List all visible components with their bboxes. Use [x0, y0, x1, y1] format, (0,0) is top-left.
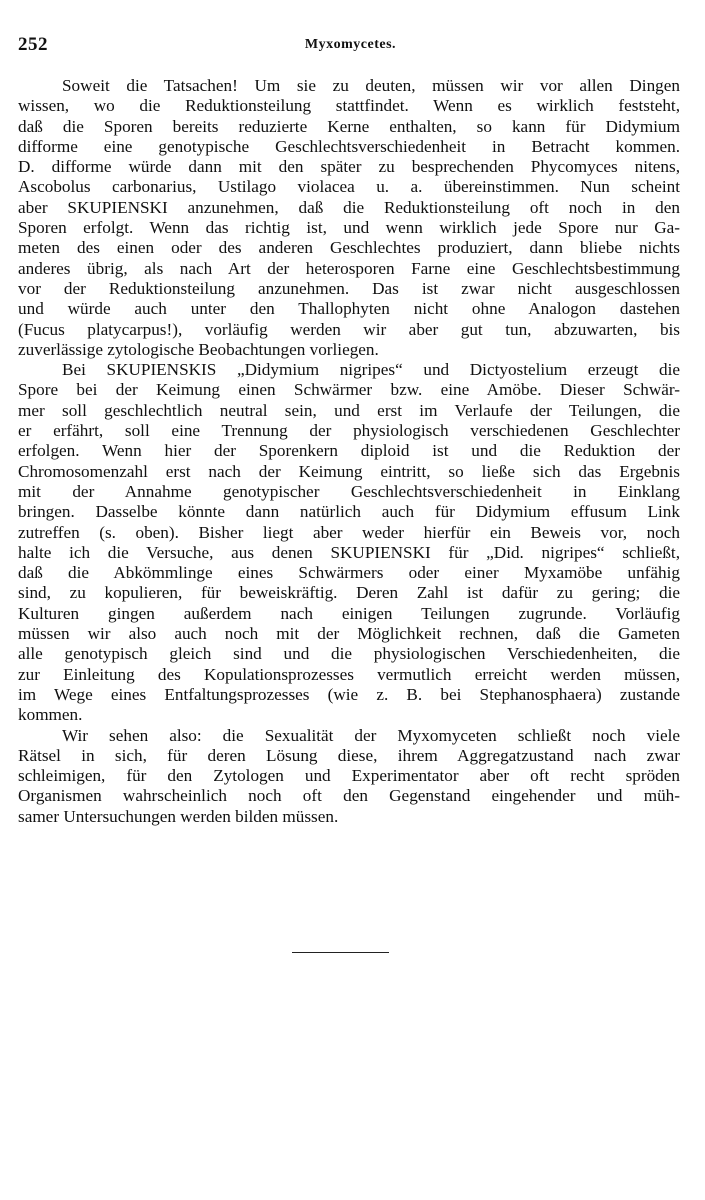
text-line: schleimigen, für den Zytologen und Experimentator aber oft recht spröden — [18, 766, 680, 786]
text-line: müssen wir also auch noch mit der Möglichkeit rechnen, daß die Gameten — [18, 624, 680, 644]
section-end-rule — [292, 952, 389, 953]
text-line: Kulturen gingen außerdem nach einigen Teilungen zugrunde. Vorläufig — [18, 603, 680, 623]
text-line: Rätsel in sich, für deren Lösung diese, ihrem Aggregatzustand nach zwar — [18, 745, 680, 765]
text-line: erfolgen. Wenn hier der Sporenkern diploid ist und die Reduktion der — [18, 441, 680, 461]
text-line: zur Einleitung des Kopulationsprozesses vermutlich erreicht werden müssen, — [18, 664, 680, 684]
text-line: mer soll geschlechtlich neutral sein, und erst im Verlaufe der Teilungen, die — [18, 400, 680, 420]
text-line: Chromosomenzahl erst nach der Keimung eintritt, so ließe sich das Ergebnis — [18, 461, 680, 481]
text-line: sind, zu kopulieren, für beweiskräftig. Deren Zahl ist dafür zu gering; die — [18, 583, 680, 603]
text-line: aber SKUPIENSKI anzunehmen, daß die Reduktionsteilung oft noch in den — [18, 197, 680, 217]
text-line: meten des einen oder des anderen Geschlechtes produziert, dann bliebe nichts — [18, 238, 680, 258]
text-line: Soweit die Tatsachen! Um sie zu deuten, müssen wir vor allen Dingen — [62, 76, 680, 95]
text-line: wissen, wo die Reduktionsteilung stattfindet. Wenn es wirklich feststeht, — [18, 96, 680, 116]
text-line: (Fucus platycarpus!), vorläufig werden wir aber gut tun, abzuwarten, bis — [18, 319, 680, 339]
text-line: halte ich die Versuche, aus denen SKUPIENSKI für „Did. nigripes“ schließt, — [18, 542, 680, 562]
paragraph-skupienski — [18, 360, 680, 725]
text-line: Ascobolus carbonarius, Ustilago violacea u. a. übereinstimmen. Nun scheint — [18, 177, 680, 197]
body-text — [18, 76, 680, 827]
text-line: er erfährt, soll eine Trennung der physiologisch verschiedenen Geschlechter — [18, 421, 680, 441]
text-line: Organismen wahrscheinlich noch oft den Gegenstand eingehender und müh- — [18, 786, 680, 806]
text-line: daß die Sporen bereits reduzierte Kerne enthalten, so kann für Didymium — [18, 116, 680, 136]
page-header — [18, 34, 683, 58]
text-line: und würde auch unter den Thallophyten nicht ohne Analogon dastehen — [18, 299, 680, 319]
text-line: mit der Annahme genotypischer Geschlechtsverschiedenheit in Einklang — [18, 481, 680, 501]
paragraph-conclusion — [18, 726, 680, 827]
text-line: zutreffen (s. oben). Bisher liegt aber weder hierfür ein Beweis vor, noch — [18, 522, 680, 542]
text-line: Bei SKUPIENSKIS „Didymium nigripes“ und Dictyostelium erzeugt die — [62, 360, 680, 380]
page-number: 252 — [18, 34, 48, 55]
text-line: D. difforme würde dann mit den später zu besprechenden Phycomyces nitens, — [18, 157, 680, 177]
paragraph-reduction — [18, 76, 680, 360]
text-line: alle genotypisch gleich sind und die physiologischen Verschiedenheiten, die — [18, 644, 680, 664]
text-line: daß die Abkömmlinge eines Schwärmers oder einer Myxamöbe unfähig — [18, 563, 680, 583]
text-line: kommen. — [18, 705, 83, 725]
text-line: samer Untersuchungen werden bilden müssen. — [18, 806, 339, 826]
text-line: im Wege eines Entfaltungsprozesses (wie z. B. bei Stephanosphaera) zustande — [18, 684, 680, 704]
text-line: difforme eine genotypische Geschlechtsverschiedenheit in Betracht kommen. — [18, 136, 680, 156]
text-line: Wir sehen also: die Sexualität der Myxomyceten schließt noch viele — [62, 725, 680, 745]
running-title: Myxomycetes. — [304, 37, 397, 52]
text-line: zuverlässige zytologische Beobachtungen vorliegen. — [18, 339, 379, 359]
text-line: bringen. Dasselbe könnte dann natürlich auch für Didymium effusum Link — [18, 502, 680, 522]
text-line: anderes übrig, als nach Art der heterosporen Farne eine Geschlechtsbestimmung — [18, 258, 680, 278]
text-line: Sporen erfolgt. Wenn das richtig ist, und wenn wirklich jede Spore nur Ga- — [18, 218, 680, 238]
text-line: vor der Reduktionsteilung anzunehmen. Das ist zwar nicht ausgeschlossen — [18, 278, 680, 298]
text-line: Spore bei der Keimung einen Schwärmer bzw. eine Amöbe. Dieser Schwär- — [18, 380, 680, 400]
